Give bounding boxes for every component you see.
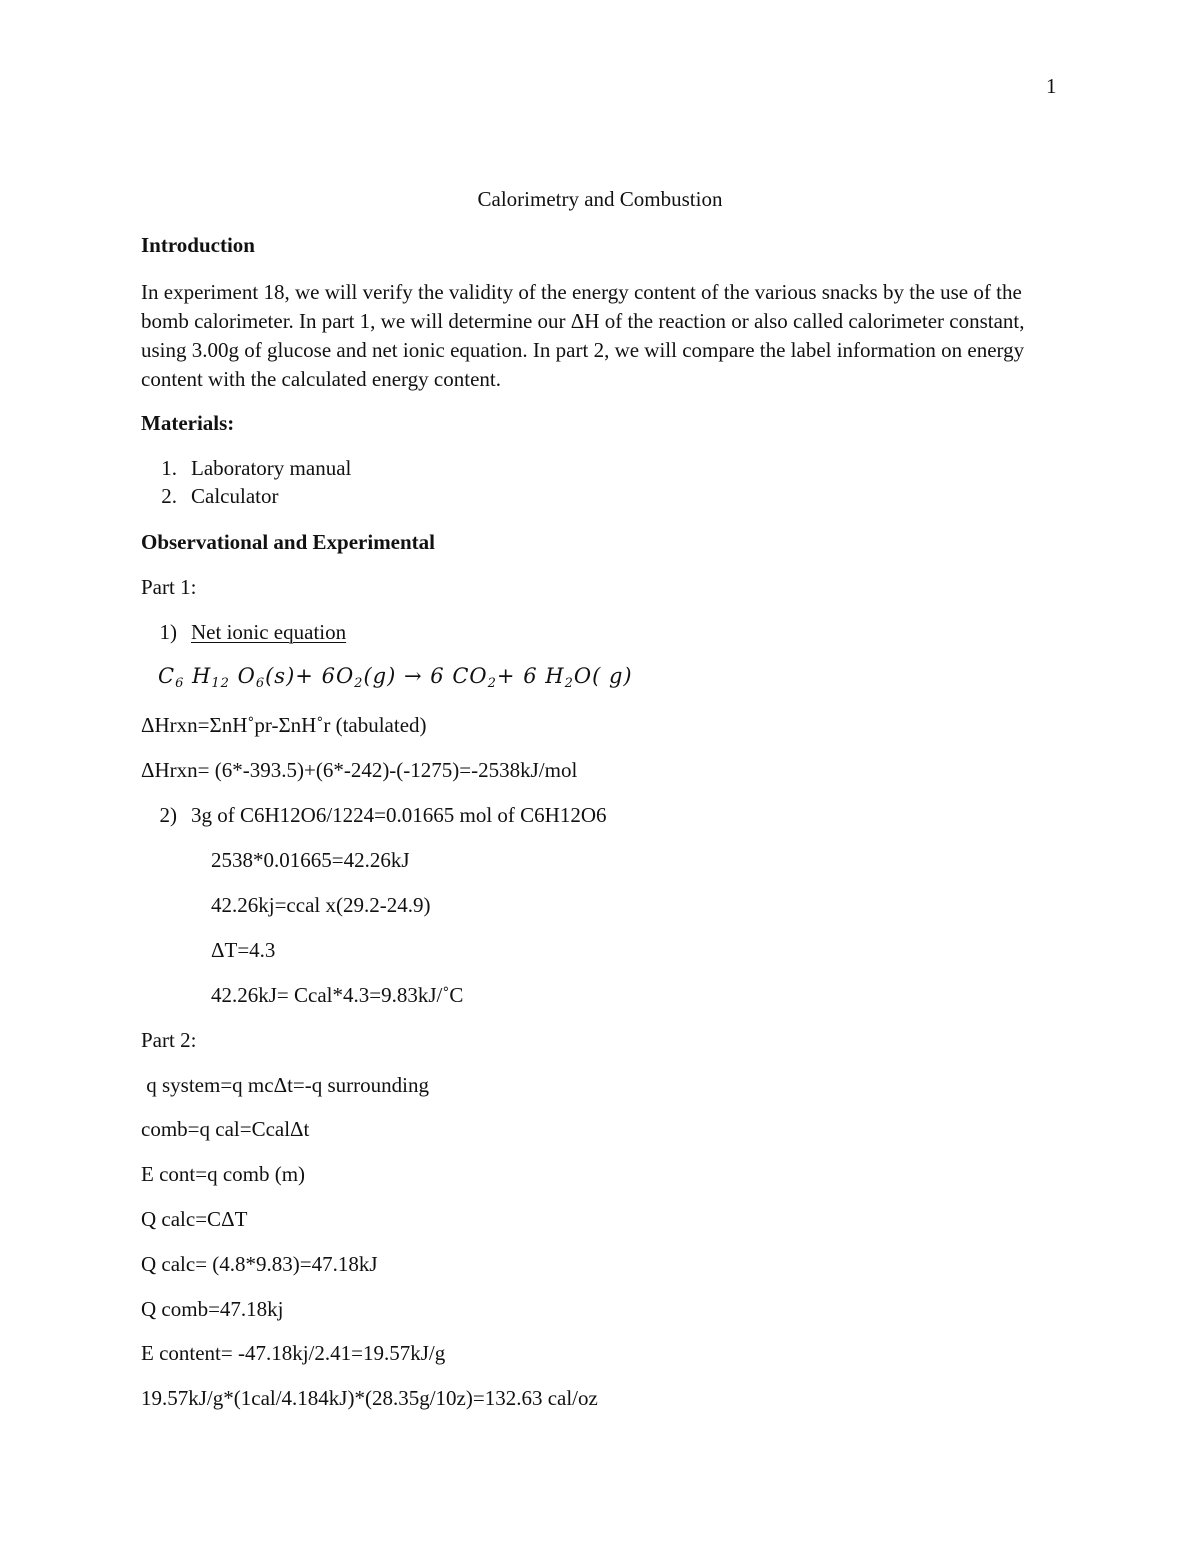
part2-line: comb=q cal=CcalΔt xyxy=(141,1117,310,1141)
net-ionic-equation: $C_6$ $H_{12}$ $O_6(s)+ 6O_2(g) \to 6$ $CO_2+ 6$ $H_2O$( g) xyxy=(158,664,633,691)
step2 xyxy=(141,803,607,828)
list-item-label: Laboratory manual xyxy=(191,456,352,480)
step2-line: 3g of C6H12O6/1224=0.01665 mol of C6H12O6 xyxy=(191,803,607,827)
part2-line: Q calc=CΔT xyxy=(141,1207,248,1231)
document-title: Calorimetry and Combustion xyxy=(477,187,723,211)
list-number: 1. xyxy=(161,456,177,480)
observational-heading: Observational and Experimental xyxy=(141,530,436,554)
introduction-paragraph: In experiment 18, we will verify the validity of the energy content of the various snacks by the use of the bomb calorimeter. In part 1, we will determine our ΔH of the reaction or also called calorimeter constant, using 3.00g of glucose and net ionic equation. In part 2, we will compare the label information on energy content with the calculated energy content. xyxy=(141,280,1025,391)
step2-line: 2538*0.01665=42.26kJ xyxy=(211,848,410,872)
list-number: 2. xyxy=(161,484,177,508)
step2-line: 42.26kj=ccal x(29.2-24.9) xyxy=(211,893,431,917)
part1-label: Part 1: xyxy=(141,575,197,599)
part2-line: E content= -47.18kj/2.41=19.57kJ/g xyxy=(141,1341,446,1365)
step2-line: 42.26kJ= Ccal*4.3=9.83kJ/˚C xyxy=(211,983,464,1007)
part2-line: Q comb=47.18kj xyxy=(141,1297,284,1321)
introduction-heading: Introduction xyxy=(141,233,255,257)
page-number: 1 xyxy=(1046,74,1057,98)
materials-heading: Materials: xyxy=(141,411,235,435)
part2-label: Part 2: xyxy=(141,1028,197,1052)
delta-h-formula: ΔHrxn=ΣnH˚pr-ΣnH˚r (tabulated) xyxy=(141,713,427,737)
step1 xyxy=(141,620,346,645)
part2-line: Q calc= (4.8*9.83)=47.18kJ xyxy=(141,1252,378,1276)
part2-line: q system=q mcΔt=-q surrounding xyxy=(141,1073,430,1097)
part2-line: E cont=q comb (m) xyxy=(141,1162,306,1186)
materials-item xyxy=(141,484,278,509)
part2-line: 19.57kJ/g*(1cal/4.184kJ)*(28.35g/10z)=132.63 cal/oz xyxy=(141,1386,598,1410)
list-item-label: Calculator xyxy=(191,484,279,508)
step2-line: ΔT=4.3 xyxy=(211,938,276,962)
step-number: 1) xyxy=(159,620,177,644)
delta-h-calculation: ΔHrxn= (6*-393.5)+(6*-242)-(-1275)=-2538kJ/mol xyxy=(141,758,578,782)
materials-item xyxy=(141,456,351,481)
step-number: 2) xyxy=(159,803,177,827)
step1-title: Net ionic equation xyxy=(191,620,347,644)
